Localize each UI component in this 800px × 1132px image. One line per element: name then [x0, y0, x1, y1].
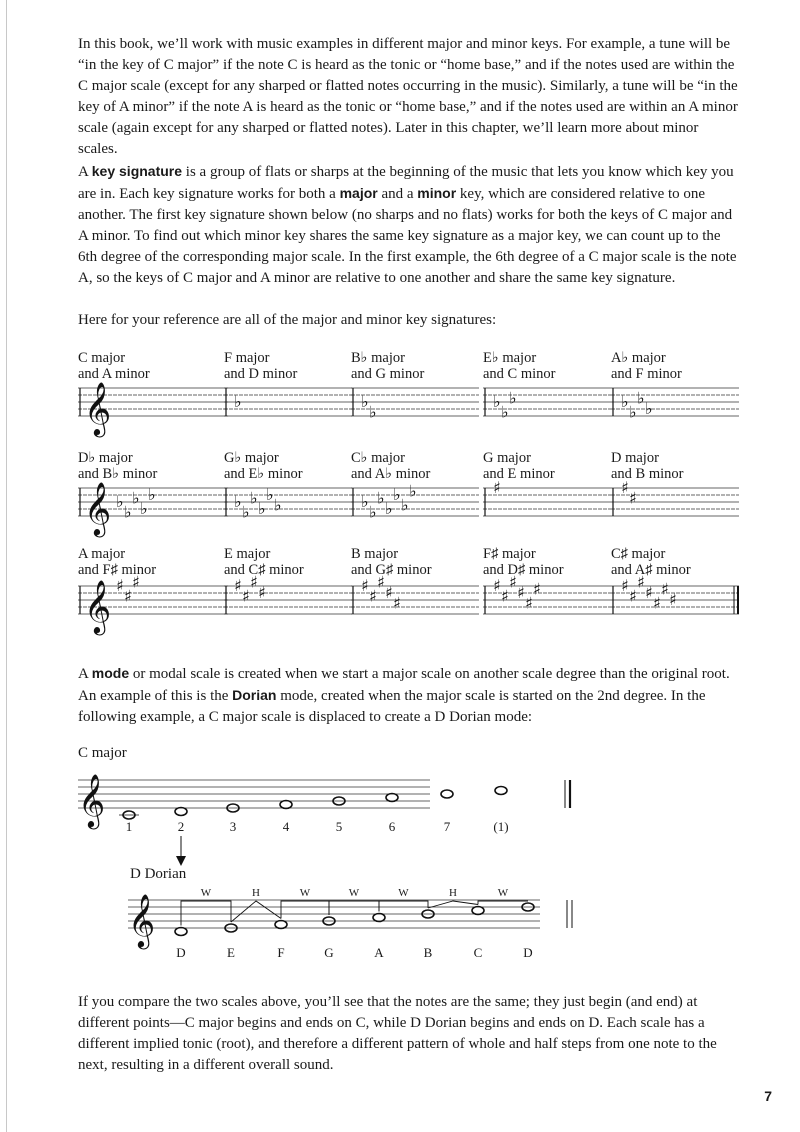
minor-term: minor — [417, 185, 457, 201]
whole-step-label: W — [299, 887, 311, 899]
minor-key-name: and B♭ minor — [78, 466, 158, 482]
sharp-icon: ♯ — [533, 579, 541, 599]
whole-step-bracket — [329, 901, 379, 915]
dorian-note-name: F — [277, 945, 285, 960]
major-key-name: F major — [224, 350, 270, 366]
major-key-name: F♯ major — [483, 546, 536, 562]
whole-step-label: W — [200, 887, 212, 899]
major-key-name: C♭ major — [351, 450, 405, 466]
flat-icon: ♭ — [116, 492, 124, 511]
flat-icon: ♭ — [124, 502, 132, 522]
sharp-icon: ♯ — [645, 583, 653, 602]
key-signature-staff — [351, 388, 479, 422]
whole-note — [386, 794, 398, 802]
major-key-name: E major — [224, 546, 271, 562]
key-signature-staff — [224, 485, 352, 522]
key-signature-staff — [611, 573, 739, 615]
whole-step-label: W — [348, 887, 360, 899]
major-term: major — [339, 185, 378, 201]
flat-icon: ♭ — [401, 495, 409, 515]
key-signature-staff — [351, 482, 479, 522]
sharp-icon: ♯ — [637, 572, 645, 592]
whole-step-label: W — [497, 887, 509, 899]
key-signature-staff — [483, 388, 611, 422]
sharp-icon: ♯ — [525, 593, 533, 613]
half-step-bracket — [231, 901, 281, 922]
flat-icon: ♭ — [250, 488, 258, 508]
scale-degree: 6 — [388, 819, 396, 834]
scale-degree: 5 — [335, 819, 343, 834]
whole-note — [373, 914, 385, 922]
flat-icon: ♭ — [393, 485, 401, 504]
dorian-note-name: D — [523, 945, 533, 960]
minor-key-name: and A♯ minor — [611, 562, 691, 578]
treble-clef-icon: 𝄞 — [84, 381, 112, 435]
major-key-name: A major — [78, 546, 126, 562]
flat-icon: ♭ — [637, 388, 645, 408]
major-key-name: G♭ major — [224, 450, 279, 466]
minor-key-name: and A♭ minor — [351, 466, 431, 482]
major-key-name: D major — [611, 450, 659, 466]
whole-note — [472, 907, 484, 915]
dorian-note-name: D — [176, 945, 186, 960]
key-signature-staff — [611, 388, 739, 422]
sharp-icon: ♯ — [234, 576, 242, 595]
flat-icon: ♭ — [361, 492, 369, 511]
scale-degree: 3 — [229, 819, 237, 834]
half-step-label: H — [252, 887, 260, 899]
minor-key-name: and F♯ minor — [78, 562, 157, 578]
scale-degree: 2 — [177, 819, 185, 834]
flat-icon: ♭ — [234, 492, 242, 511]
c-major-title: C major — [78, 745, 127, 761]
minor-key-name: and E minor — [483, 466, 555, 482]
treble-clef-icon: 𝄞 — [84, 481, 112, 535]
key-signature-staff — [483, 573, 611, 615]
intro-paragraph: In this book, we’ll work with music examples in different major and minor keys. For example, a tune will be “in the key of C major” if the note C is heard as the tonic or “home base,” and if the notes used are within the C major scale (except for any sharped or flatted notes occurring in the music). Similarly, a tune will be “in the key of A minor” if the note A is heard as the tonic or “home base,” and if the notes used are within an A minor scale (again except for any sharped or flatted notes). Later in this chapter, we’ll learn more about minor scales. — [78, 36, 738, 157]
major-key-name: C major — [78, 350, 126, 366]
flat-icon: ♭ — [385, 499, 393, 518]
sharp-icon: ♯ — [132, 572, 140, 592]
arrow-down-icon — [176, 856, 186, 866]
minor-key-name: and G♯ minor — [351, 562, 432, 578]
sharp-icon: ♯ — [377, 572, 385, 592]
key-signature-staves — [78, 381, 739, 635]
flat-icon: ♭ — [274, 495, 282, 515]
sharp-icon: ♯ — [385, 583, 393, 602]
treble-clef-icon: 𝄞 — [128, 893, 156, 947]
sharp-icon: ♯ — [242, 586, 250, 606]
p4-text-c: mode, created when the major scale is started on the 2nd degree. In the following example, a C major scale is displaced to create a D Dorian mode: — [78, 688, 706, 725]
p2-text-b: is a group of flats or sharps at the beginning of the music that lets you know which key you are in. Each key signature works for both a — [78, 164, 734, 202]
major-key-name: B major — [351, 546, 399, 562]
sharp-icon: ♯ — [509, 572, 517, 592]
half-step-label: H — [449, 887, 457, 899]
major-key-name: B♭ major — [351, 350, 405, 366]
flat-icon: ♭ — [369, 502, 377, 522]
major-key-name: C♯ major — [611, 546, 666, 562]
whole-note — [175, 928, 187, 936]
flat-icon: ♭ — [629, 402, 637, 422]
flat-icon: ♭ — [377, 488, 385, 508]
flat-icon: ♭ — [148, 485, 156, 504]
page-number: 7 — [764, 1088, 772, 1104]
reference-intro: Here for your reference are all of the major and minor key signatures: — [78, 312, 497, 328]
key-signature-term: key signature — [91, 163, 183, 179]
flat-icon: ♭ — [409, 481, 417, 501]
minor-key-name: and C minor — [483, 366, 556, 382]
flat-icon: ♭ — [132, 488, 140, 508]
flat-icon: ♭ — [258, 499, 266, 518]
minor-key-name: and G minor — [351, 366, 425, 382]
sharp-icon: ♯ — [501, 586, 509, 606]
sharp-icon: ♯ — [124, 586, 132, 606]
scale-degree: 4 — [282, 819, 290, 834]
minor-key-name: and A minor — [78, 366, 150, 382]
scale-degree: (1) — [493, 819, 509, 834]
flat-icon: ♭ — [621, 392, 629, 411]
sharp-icon: ♯ — [661, 579, 669, 599]
whole-step-bracket — [281, 901, 329, 919]
whole-step-bracket — [379, 901, 428, 912]
minor-key-name: and D♯ minor — [483, 562, 564, 578]
flat-icon: ♭ — [242, 502, 250, 522]
flat-icon: ♭ — [369, 402, 377, 422]
key-signature-staff — [611, 478, 739, 516]
dorian-note-name: B — [423, 945, 433, 960]
minor-key-name: and D minor — [224, 366, 298, 382]
whole-step-label: W — [398, 887, 409, 899]
minor-key-name: and C♯ minor — [224, 562, 304, 578]
whole-note — [280, 801, 292, 809]
sharp-icon: ♯ — [369, 586, 377, 606]
p2-text-a: A — [78, 164, 92, 180]
sharp-icon: ♯ — [653, 593, 661, 613]
sharp-icon: ♯ — [629, 488, 637, 508]
sharp-icon: ♯ — [621, 576, 629, 595]
whole-note — [495, 787, 507, 795]
sharp-icon: ♯ — [493, 478, 501, 497]
minor-key-name: and F minor — [611, 366, 682, 382]
scale-degree: 1 — [125, 819, 133, 834]
whole-note — [175, 808, 187, 816]
minor-key-name: and B minor — [611, 466, 684, 482]
sharp-icon: ♯ — [621, 478, 629, 497]
key-signature-staff — [351, 573, 479, 615]
whole-step-bracket — [181, 901, 231, 926]
sharp-icon: ♯ — [258, 583, 266, 602]
sharp-icon: ♯ — [517, 583, 525, 602]
d-dorian-staff — [128, 893, 572, 949]
c-major-staff — [78, 773, 570, 866]
dorian-note-name: G — [324, 945, 334, 960]
p4-text-a: A — [78, 666, 92, 682]
comparison-paragraph: If you compare the two scales above, you’ll see that the notes are the same; they just begin (and end) at different points—C major begins and ends on C, while D Dorian begins and ends on D. Each scale has a different implied tonic (root), and therefore a different pattern of whole and half steps from one note to the next, resulting in a different overall sound. — [78, 994, 717, 1073]
major-key-name: G major — [483, 450, 531, 466]
sharp-icon: ♯ — [361, 576, 369, 595]
p2-text-d: key, which are considered relative to one another. The first key signature shown below (no sharps and no flats) works for both the keys of C major and A minor. To find out which minor key shares the same key signature as a major key, we can count up to the 6th degree of the corresponding major scale. In the first example, the 6th degree of a C major scale is the note A, so the keys of C major and A minor are relative to one another and share the same key signature. — [78, 186, 737, 286]
major-key-name: E♭ major — [483, 350, 537, 366]
key-signature-staff — [224, 388, 352, 416]
sharp-icon: ♯ — [669, 590, 677, 609]
flat-icon: ♭ — [234, 392, 242, 411]
minor-key-name: and E♭ minor — [224, 466, 303, 482]
flat-icon: ♭ — [493, 392, 501, 411]
p2-text-c: and a — [377, 186, 418, 202]
major-key-name: A♭ major — [611, 350, 666, 366]
key-signature-staff — [483, 478, 611, 516]
flat-icon: ♭ — [509, 388, 517, 408]
sharp-icon: ♯ — [116, 576, 124, 595]
sharp-icon: ♯ — [493, 576, 501, 595]
mode-term: mode — [91, 665, 130, 681]
treble-clef-icon: 𝄞 — [78, 773, 106, 827]
flat-icon: ♭ — [140, 499, 148, 518]
sharp-icon: ♯ — [250, 572, 258, 592]
flat-icon: ♭ — [645, 399, 653, 418]
scale-degree: 7 — [443, 819, 451, 834]
whole-note — [275, 921, 287, 929]
flat-icon: ♭ — [361, 392, 369, 411]
flat-icon: ♭ — [501, 402, 509, 422]
flat-icon: ♭ — [266, 485, 274, 504]
key-signature-staff — [224, 573, 352, 615]
key-signature-staff — [78, 481, 228, 537]
dorian-note-name: A — [374, 945, 384, 960]
sharp-icon: ♯ — [393, 593, 401, 613]
major-key-name: D♭ major — [78, 450, 133, 466]
dorian-term: Dorian — [232, 687, 277, 703]
dorian-note-name: E — [227, 945, 235, 960]
sharp-icon: ♯ — [629, 586, 637, 606]
d-dorian-title: D Dorian — [130, 866, 187, 882]
dorian-note-name: C — [473, 945, 483, 960]
whole-step-bracket — [478, 901, 528, 905]
key-signature-staff — [78, 381, 228, 437]
key-signature-staff — [78, 573, 228, 636]
whole-note — [441, 790, 453, 798]
p4-text-b: or modal scale is created when we start a major scale on another scale degree than the original root. An example of this is the — [78, 666, 730, 704]
treble-clef-icon: 𝄞 — [84, 579, 112, 633]
